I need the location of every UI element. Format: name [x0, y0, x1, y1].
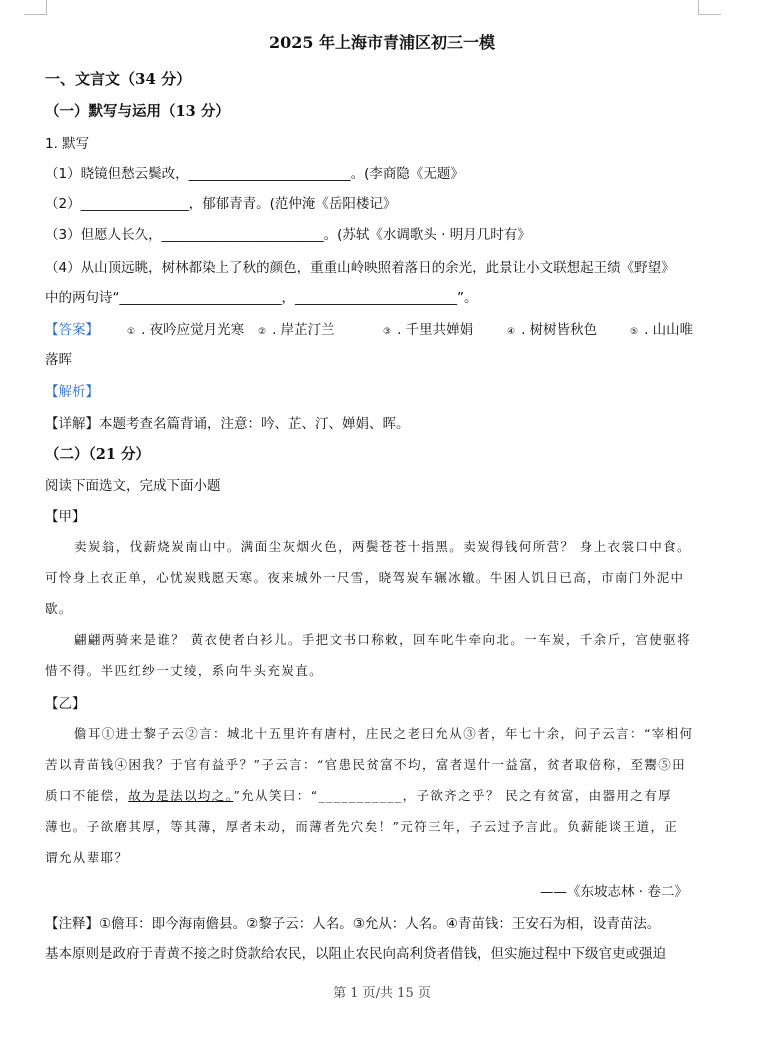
answer-item: ② . 岸芷汀兰: [258, 322, 335, 338]
instruction-text: 阅读下面选文，完成下面小题: [45, 478, 221, 494]
passage-label-yi: 【乙】: [45, 696, 86, 712]
analysis-tag: 【解析】: [45, 384, 99, 400]
passage-jia-line: 翩翩两骑来是谁？ 黄衣使者白衫儿。手把文书口称敕，回车叱牛牵向北。一车炭，千余斤，宫使驱将: [74, 632, 691, 647]
question-item: （1）晓镜但愁云鬓改，________________________。(李商隐《无题》: [45, 166, 464, 182]
section-heading: 一、文言文（34 分）: [45, 70, 192, 88]
annotation-text: 基本原则是政府于青黄不接之时贷款给农民，以阻止农民向高利贷者借钱，但实施过程中下级官吏或强迫: [45, 946, 666, 962]
answer-item: ⑤ . 山山唯: [630, 322, 694, 338]
passage-jia-line: 惜不得。半匹红纱一丈绫，系向牛头充炭直。: [45, 663, 324, 678]
passage-yi-line: 薄也。子欲磨其厚，等其薄，厚者未动，而薄者先穴矣！”元符三年，子云过予言此。负薪能谈王道，正: [45, 819, 679, 834]
document-title: 2025 年上海市青浦区初三一模: [268, 33, 496, 52]
subsection-heading: （一）默写与运用（13 分）: [45, 103, 230, 120]
passage-yi-line: 儋耳①进士黎子云②言：城北十五里许有唐村，庄民之老曰允从③者，年七十余，问子云言：“宰相何: [74, 726, 694, 741]
question-item: （4）从山顶远眺，树林都染上了秋的颜色，重重山岭映照着落日的余光，此景让小文联想起王绩《野望》: [45, 260, 675, 276]
annotation-text: 【注释】①儋耳：即今海南儋县。②黎子云：人名。③允从：人名。④青苗钱：王安石为相，设青苗法。: [45, 916, 661, 932]
page-footer: 第 1 页/共 15 页: [333, 986, 431, 1001]
answer-continued: 落晖: [45, 352, 72, 368]
crop-mark-top-right: [698, 0, 721, 15]
passage-jia-line: 歇。: [45, 601, 73, 616]
question-label: 1. 默写: [45, 136, 90, 152]
passage-label-jia: 【甲】: [45, 509, 86, 525]
passage-yi-line: 谓允从辈耶？: [45, 850, 129, 865]
question-item-continued: 中的两句诗“________________________，________________________”。: [45, 290, 478, 306]
answer-item: ① . 夜吟应觉月光寒: [127, 322, 245, 338]
answer-item: ③ . 千里共婵娟: [383, 322, 474, 338]
answer-item: ④ . 树树皆秋色: [507, 322, 598, 338]
underlined-phrase: 故为是法以均之。: [128, 788, 234, 803]
passage-jia-line: 卖炭翁，伐薪烧炭南山中。满面尘灰烟火色，两鬓苍苍十指黑。卖炭得钱何所营？ 身上衣裳口中食。: [74, 539, 691, 554]
question-item: （3）但愿人长久，________________________。(苏轼《水调歌头 · 明月几时有》: [45, 227, 531, 243]
passage-yi-line: 质口不能偿，故为是法以均之。”允从笑曰：“___________，子欲齐之乎？ 民之有贫富，由器用之有厚: [45, 788, 673, 803]
source-citation: ——《东坡志林 · 卷二》: [540, 884, 688, 900]
passage-yi-line: 苦以青苗钱④困我？于官有益乎？”子云言：“官患民贫富不均，富者逞什一益富，贫者取倍称，至鬻⑤田: [45, 757, 687, 772]
answer-tag: 【答案】: [45, 322, 99, 338]
detail-text: 【详解】本题考查名篇背诵，注意：吟、芷、汀、婵娟、晖。: [45, 416, 410, 432]
subsection-heading: （二）（21 分）: [45, 446, 150, 463]
crop-mark-top-left: [24, 0, 47, 15]
question-item: （2）________________，郁郁青青。(范仲淹《岳阳楼记》: [45, 196, 397, 212]
passage-jia-line: 可怜身上衣正单，心忧炭贱愿天寒。夜来城外一尺雪，晓驾炭车辗冰辙。牛困人饥日已高，市南门外泥中: [45, 570, 685, 585]
